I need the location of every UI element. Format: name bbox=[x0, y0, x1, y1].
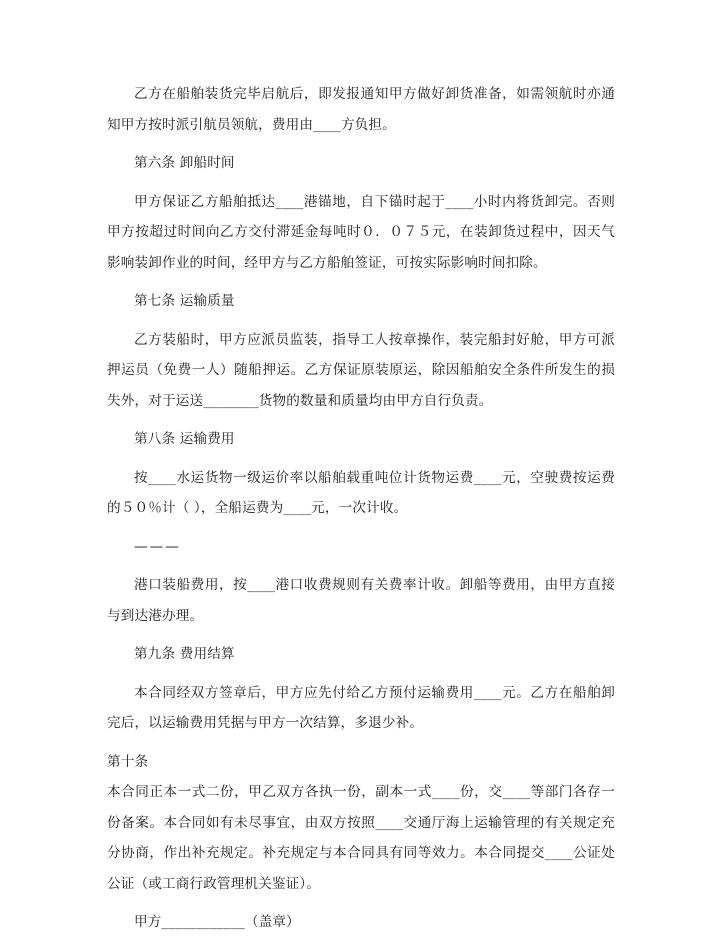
paragraph-unloading-time: 甲方保证乙方船舶抵达____港锚地，自下锚时起于____小时内将货卸完。否则甲方按超过时间向乙方交付滞延金每吨时０．０７５元，在装卸货过程中，因天气影响装卸作业的时间，经甲方与乙方船舶签证，可按实际影响时间扣除。 bbox=[107, 193, 615, 271]
paragraph-settlement: 本合同经双方签章后，甲方应先付给乙方预付运输费用____元。乙方在船舶卸完后，以运输费用凭据与甲方一次结算，多退少补。 bbox=[107, 684, 615, 731]
heading-article-8: 第八条 运输费用 bbox=[134, 431, 235, 447]
contract-body bbox=[107, 79, 615, 946]
dash-separator: ——— bbox=[134, 538, 181, 555]
paragraph-departure-notice: 乙方在船舶装货完毕启航后，即发报通知甲方做好卸货准备，如需领航时亦通知甲方按时派引航员领航，费用由____方负担。 bbox=[107, 86, 615, 133]
heading-article-9: 第九条 费用结算 bbox=[134, 646, 235, 662]
paragraph-copies-and-notarization: 本合同正本一式二份，甲乙双方各执一份，副本一式____份，交____等部门各存一份备案。本合同如有未尽事宜，由双方按照____交通厅海上运输管理的有关规定充分协商，作出补充规定。补充规定与本合同具有同等效力。本合同提交____公证处公证（或工商行政管理机关鉴证）。 bbox=[107, 784, 615, 892]
paragraph-freight-cost: 按____水运货物一级运价率以船舶载重吨位计货物运费____元，空驶费按运费的５０％计（ ），全船运费为____元，一次计收。 bbox=[107, 469, 615, 516]
heading-article-10: 第十条 bbox=[107, 753, 149, 770]
heading-article-7: 第七条 运输质量 bbox=[134, 293, 235, 309]
signature-line-party-a: 甲方____________（盖章） bbox=[134, 914, 300, 930]
heading-article-6: 第六条 卸船时间 bbox=[134, 155, 235, 171]
paragraph-port-fees: 港口装船费用，按____港口收费规则有关费率计收。卸船等费用，由甲方直接与到达港办理。 bbox=[107, 577, 615, 624]
paragraph-transport-quality: 乙方装船时，甲方应派员监装，指导工人按章操作，装完船封好舱，甲方可派押运员（免费一人）随船押运。乙方保证原装原运，除因船舶安全条件所发生的损失外，对于运送________货物的数量和质量均由甲方自行负责。 bbox=[107, 331, 615, 409]
